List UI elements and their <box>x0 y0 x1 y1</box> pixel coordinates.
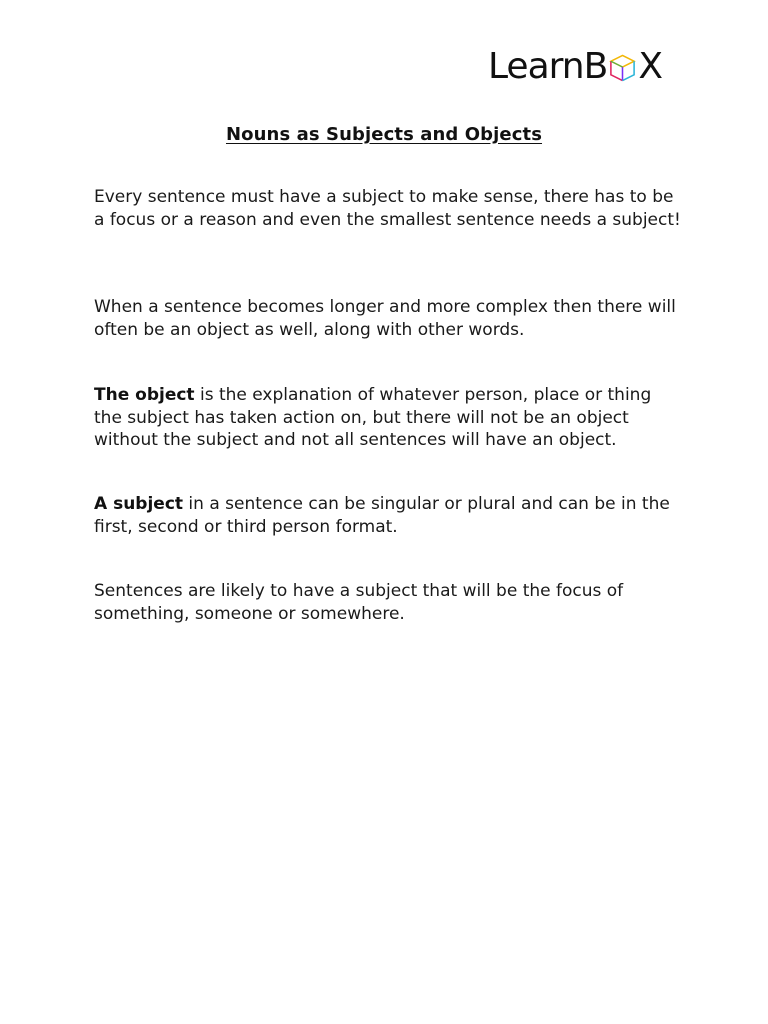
logo-text-prefix: LearnB <box>488 46 608 87</box>
object-term: The object <box>94 385 195 405</box>
cube-icon <box>608 53 637 83</box>
paragraph-object-definition <box>94 384 684 452</box>
subject-term: A subject <box>94 494 184 514</box>
learnbox-logo <box>488 46 680 88</box>
logo-text-suffix: X <box>638 46 662 87</box>
object-explanation: is the explanation of whatever person, place or thing the subject has taken action on, but there will not be an object without the subject and not all sentences will have an object. <box>94 385 652 450</box>
paragraph-subject-focus: Sentences are likely to have a subject that will be the focus of something, someone or somewhere. <box>94 581 624 624</box>
page-title: Nouns as Subjects and Objects <box>225 124 543 145</box>
paragraph-subject-definition <box>94 493 684 538</box>
subject-explanation: in a sentence can be singular or plural and can be in the first, second or third person format. <box>94 494 670 537</box>
paragraph-complex-sentences: When a sentence becomes longer and more complex then there will often be an object as well, along with other words. <box>94 297 676 340</box>
paragraph-subject-intro: Every sentence must have a subject to make sense, there has to be a focus or a reason and even the smallest sentence needs a subject! <box>94 187 681 230</box>
